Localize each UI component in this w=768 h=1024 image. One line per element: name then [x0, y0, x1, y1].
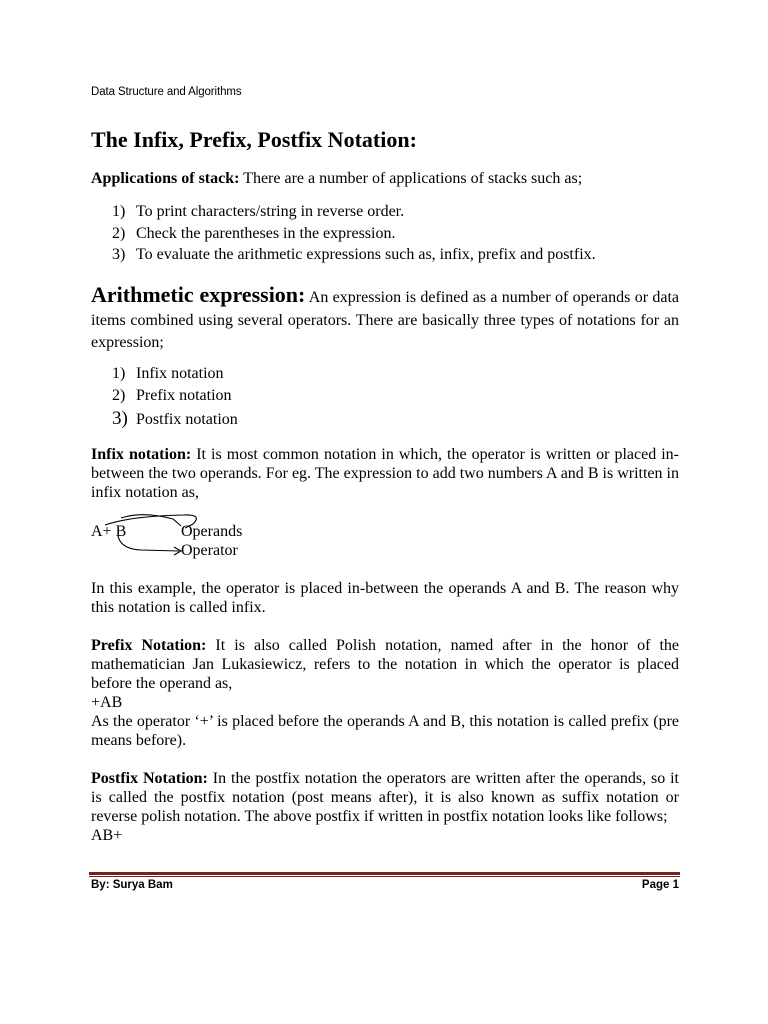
running-header: Data Structure and Algorithms [91, 86, 242, 98]
list-number: 2) [112, 224, 126, 242]
list-item [112, 244, 596, 266]
infix-example-paragraph [91, 579, 679, 617]
postfix-text: In the postfix notation the operators are written after the operands, so it is called the postfix notation (post means after), it is also known as suffix notation or reverse polish notation. The above postfix if written in postfix notation looks like follows; [91, 770, 679, 825]
prefix-text: It is also called Polish notation, named after in the honor of the mathematician Jan Lukasiewicz, refers to the notation in which the operator is placed before the operand as, [91, 637, 680, 692]
list-text: Postfix notation [136, 411, 238, 428]
prefix-explanation: As the operator ‘+’ is placed before the operands A and B, this notation is called prefix (pre means before). [91, 713, 679, 749]
list-item [112, 223, 596, 245]
operator-arrow [118, 536, 179, 551]
list-item [112, 363, 238, 385]
infix-paragraph [91, 445, 679, 502]
prefix-paragraph [91, 636, 679, 750]
applications-list [112, 201, 596, 266]
list-number: 2) [112, 386, 126, 404]
postfix-paragraph [91, 769, 679, 845]
list-text: Check the parentheses in the expression. [136, 224, 396, 242]
operands-label: Operands [181, 523, 243, 540]
list-number: 1) [112, 203, 126, 220]
list-text: Infix notation [136, 365, 224, 382]
notation-list [112, 363, 238, 431]
arithmetic-text: An expression is defined as a number of operands or data items combined using several operators. There are basically three types of notations for an expression; [91, 289, 679, 351]
prefix-example: +AB [91, 694, 123, 711]
list-item [112, 385, 238, 407]
footer-page-number: Page 1 [641, 879, 679, 891]
list-number: 3) [112, 246, 126, 263]
infix-lead: Infix notation: [91, 446, 192, 463]
page-title: The Infix, Prefix, Postfix Notation: [91, 127, 417, 152]
applications-paragraph [91, 169, 679, 188]
list-number: 3) [112, 408, 128, 429]
footer-author: By: Surya Bam [91, 879, 173, 891]
applications-text: There are a number of applications of stacks such as; [239, 170, 583, 187]
infix-diagram [91, 512, 291, 562]
postfix-example: AB+ [91, 827, 123, 844]
list-item [112, 408, 238, 431]
list-text: To evaluate the arithmetic expressions such as, infix, prefix and postfix. [136, 246, 596, 263]
footer-rule-thin [89, 876, 680, 877]
list-text: To print characters/string in reverse order. [136, 203, 405, 220]
arithmetic-paragraph [91, 284, 679, 355]
applications-lead: Applications of stack: [91, 170, 240, 187]
list-text: Prefix notation [136, 386, 232, 404]
infix-expression: A+ B [91, 523, 127, 540]
infix-text: It is most common notation in which, the operator is written or placed in-between the two operands. For eg. The expression to add two numbers A and B is written in infix notation as, [91, 446, 680, 501]
postfix-lead: Postfix Notation: [91, 770, 208, 787]
list-number: 1) [112, 365, 126, 382]
list-item [112, 201, 596, 223]
infix-example: In this example, the operator is placed in-between the operands A and B. The reason why this notation is called infix. [91, 580, 679, 616]
prefix-lead: Prefix Notation: [91, 637, 207, 654]
arithmetic-lead: Arithmetic expression: [91, 282, 306, 307]
footer-rule [89, 872, 680, 875]
operator-label: Operator [181, 542, 238, 559]
